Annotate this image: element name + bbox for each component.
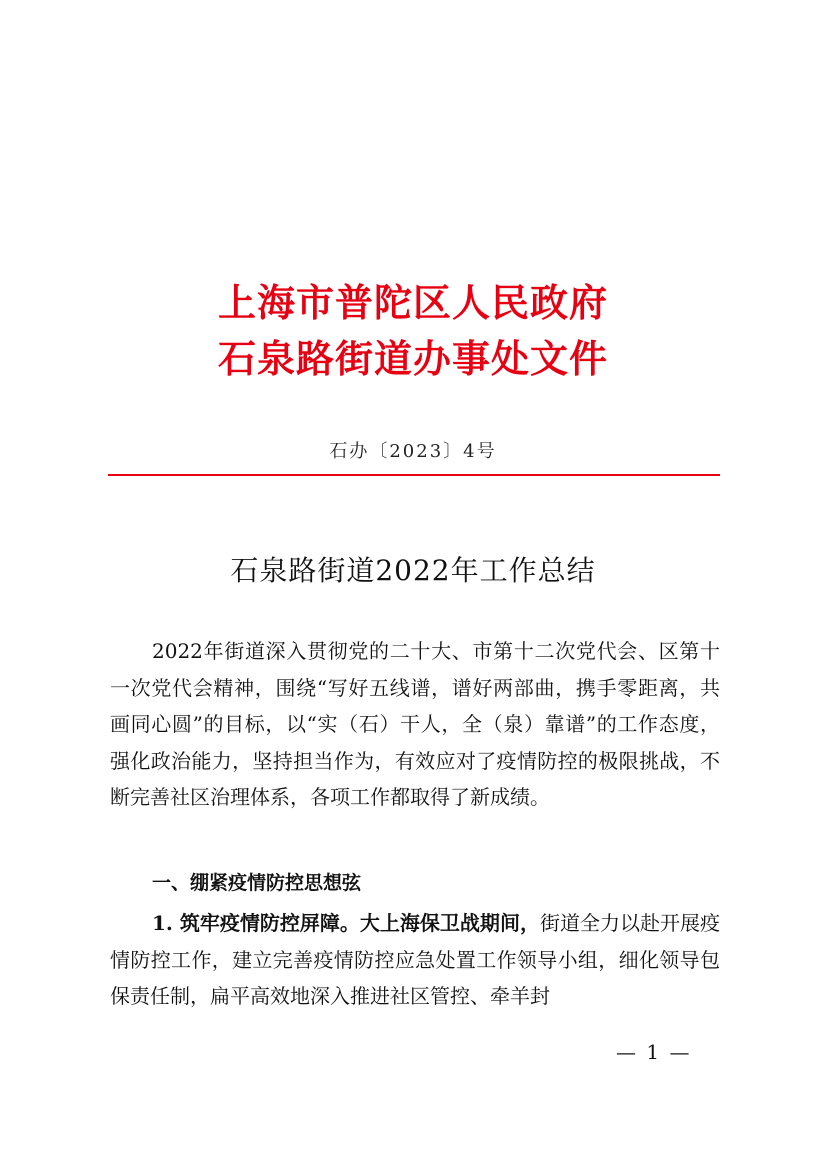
issuer-title-line1: 上海市普陀区人民政府 [217, 280, 608, 325]
document-number: 石办〔2023〕4号 [329, 441, 497, 462]
intro-paragraph: 2022年街道深入贯彻党的二十大、市第十二次党代会、区第十一次党代会精神，围绕“写好五线谱，谱好两部曲，携手零距离，共画同心圆”的目标，以“实（石）干人，全（泉）靠谱”的工作态度，强化政治能力，坚持担当作为，有效应对了疫情防控的极限挑战，不断完善社区治理体系，各项工作都取得了新成绩。 [110, 639, 720, 809]
section1-item1-paragraph [110, 905, 720, 1015]
document-title: 石泉路街道2022年工作总结 [230, 554, 596, 587]
item1-text: 街道全力以赴开展疫情防控工作，建立完善疫情防控应急处置工作领导小组，细化领导包保责任制，扁平高效地深入推进社区管控、牵羊封 [110, 911, 720, 1008]
section-heading-1: 一、绷紧疫情防控思想弦 [152, 872, 362, 894]
red-separator-line [108, 474, 720, 476]
issuer-title-line2: 石泉路街道办事处文件 [217, 336, 608, 381]
item1-lead-bold: 1. 筑牢疫情防控屏障。大上海保卫战期间， [152, 911, 540, 935]
page-number: — 1 — [616, 1040, 692, 1064]
